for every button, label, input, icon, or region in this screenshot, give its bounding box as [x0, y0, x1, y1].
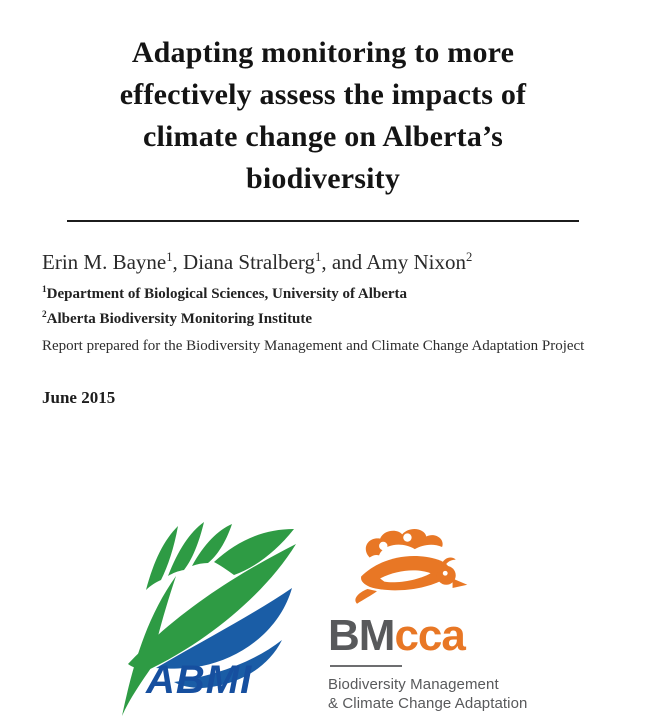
title-line-4: biodiversity: [245, 162, 401, 195]
affiliation-2: [42, 310, 604, 328]
author-2: , Diana Stralberg: [172, 250, 316, 274]
affiliation-1: [42, 285, 604, 303]
affiliation-2-mark: 2: [42, 310, 47, 320]
author-2-affiliation-mark: 1: [315, 250, 322, 264]
author-3-affiliation-mark: 2: [466, 250, 473, 264]
affiliation-1-text: Department of Biological Sciences, University of Alberta: [46, 286, 408, 302]
page-title: [48, 32, 598, 200]
bmcca-subtext-line-1: Biodiversity Management: [328, 676, 499, 693]
bmcca-logo: [328, 518, 542, 713]
title-line-1: Adapting monitoring to more: [131, 36, 515, 69]
author-3: , and Amy Nixon: [321, 250, 466, 274]
title-divider: [67, 220, 579, 222]
abmi-logo: [104, 518, 304, 718]
author-1: Erin M. Bayne: [42, 250, 167, 274]
affiliation-1-mark: 1: [42, 285, 47, 295]
affiliation-2-text: Alberta Biodiversity Monitoring Institute: [46, 311, 313, 327]
bmcca-subtext-line-2: & Climate Change Adaptation: [328, 695, 528, 712]
bmcca-underline: [330, 665, 402, 667]
logo-row: [0, 518, 646, 718]
bmcca-wordmark-cca: cca: [394, 611, 465, 660]
prepared-for-line: Report prepared for the Biodiversity Management and Climate Change Adaptation Project: [42, 338, 585, 354]
abmi-wordmark: ABMI: [146, 658, 253, 702]
publication-date: June 2015: [42, 388, 116, 407]
title-line-2: effectively assess the impacts of: [119, 78, 527, 111]
bmcca-wordmark: [328, 611, 542, 660]
title-line-3: climate change on Alberta’s: [142, 120, 504, 153]
authors-line: [42, 248, 604, 276]
author-1-affiliation-mark: 1: [166, 250, 173, 264]
bmcca-bird-icon: [344, 526, 474, 610]
front-matter: [42, 248, 604, 408]
bmcca-wordmark-bm: BM: [328, 611, 395, 660]
bmcca-subtext: [328, 675, 542, 713]
